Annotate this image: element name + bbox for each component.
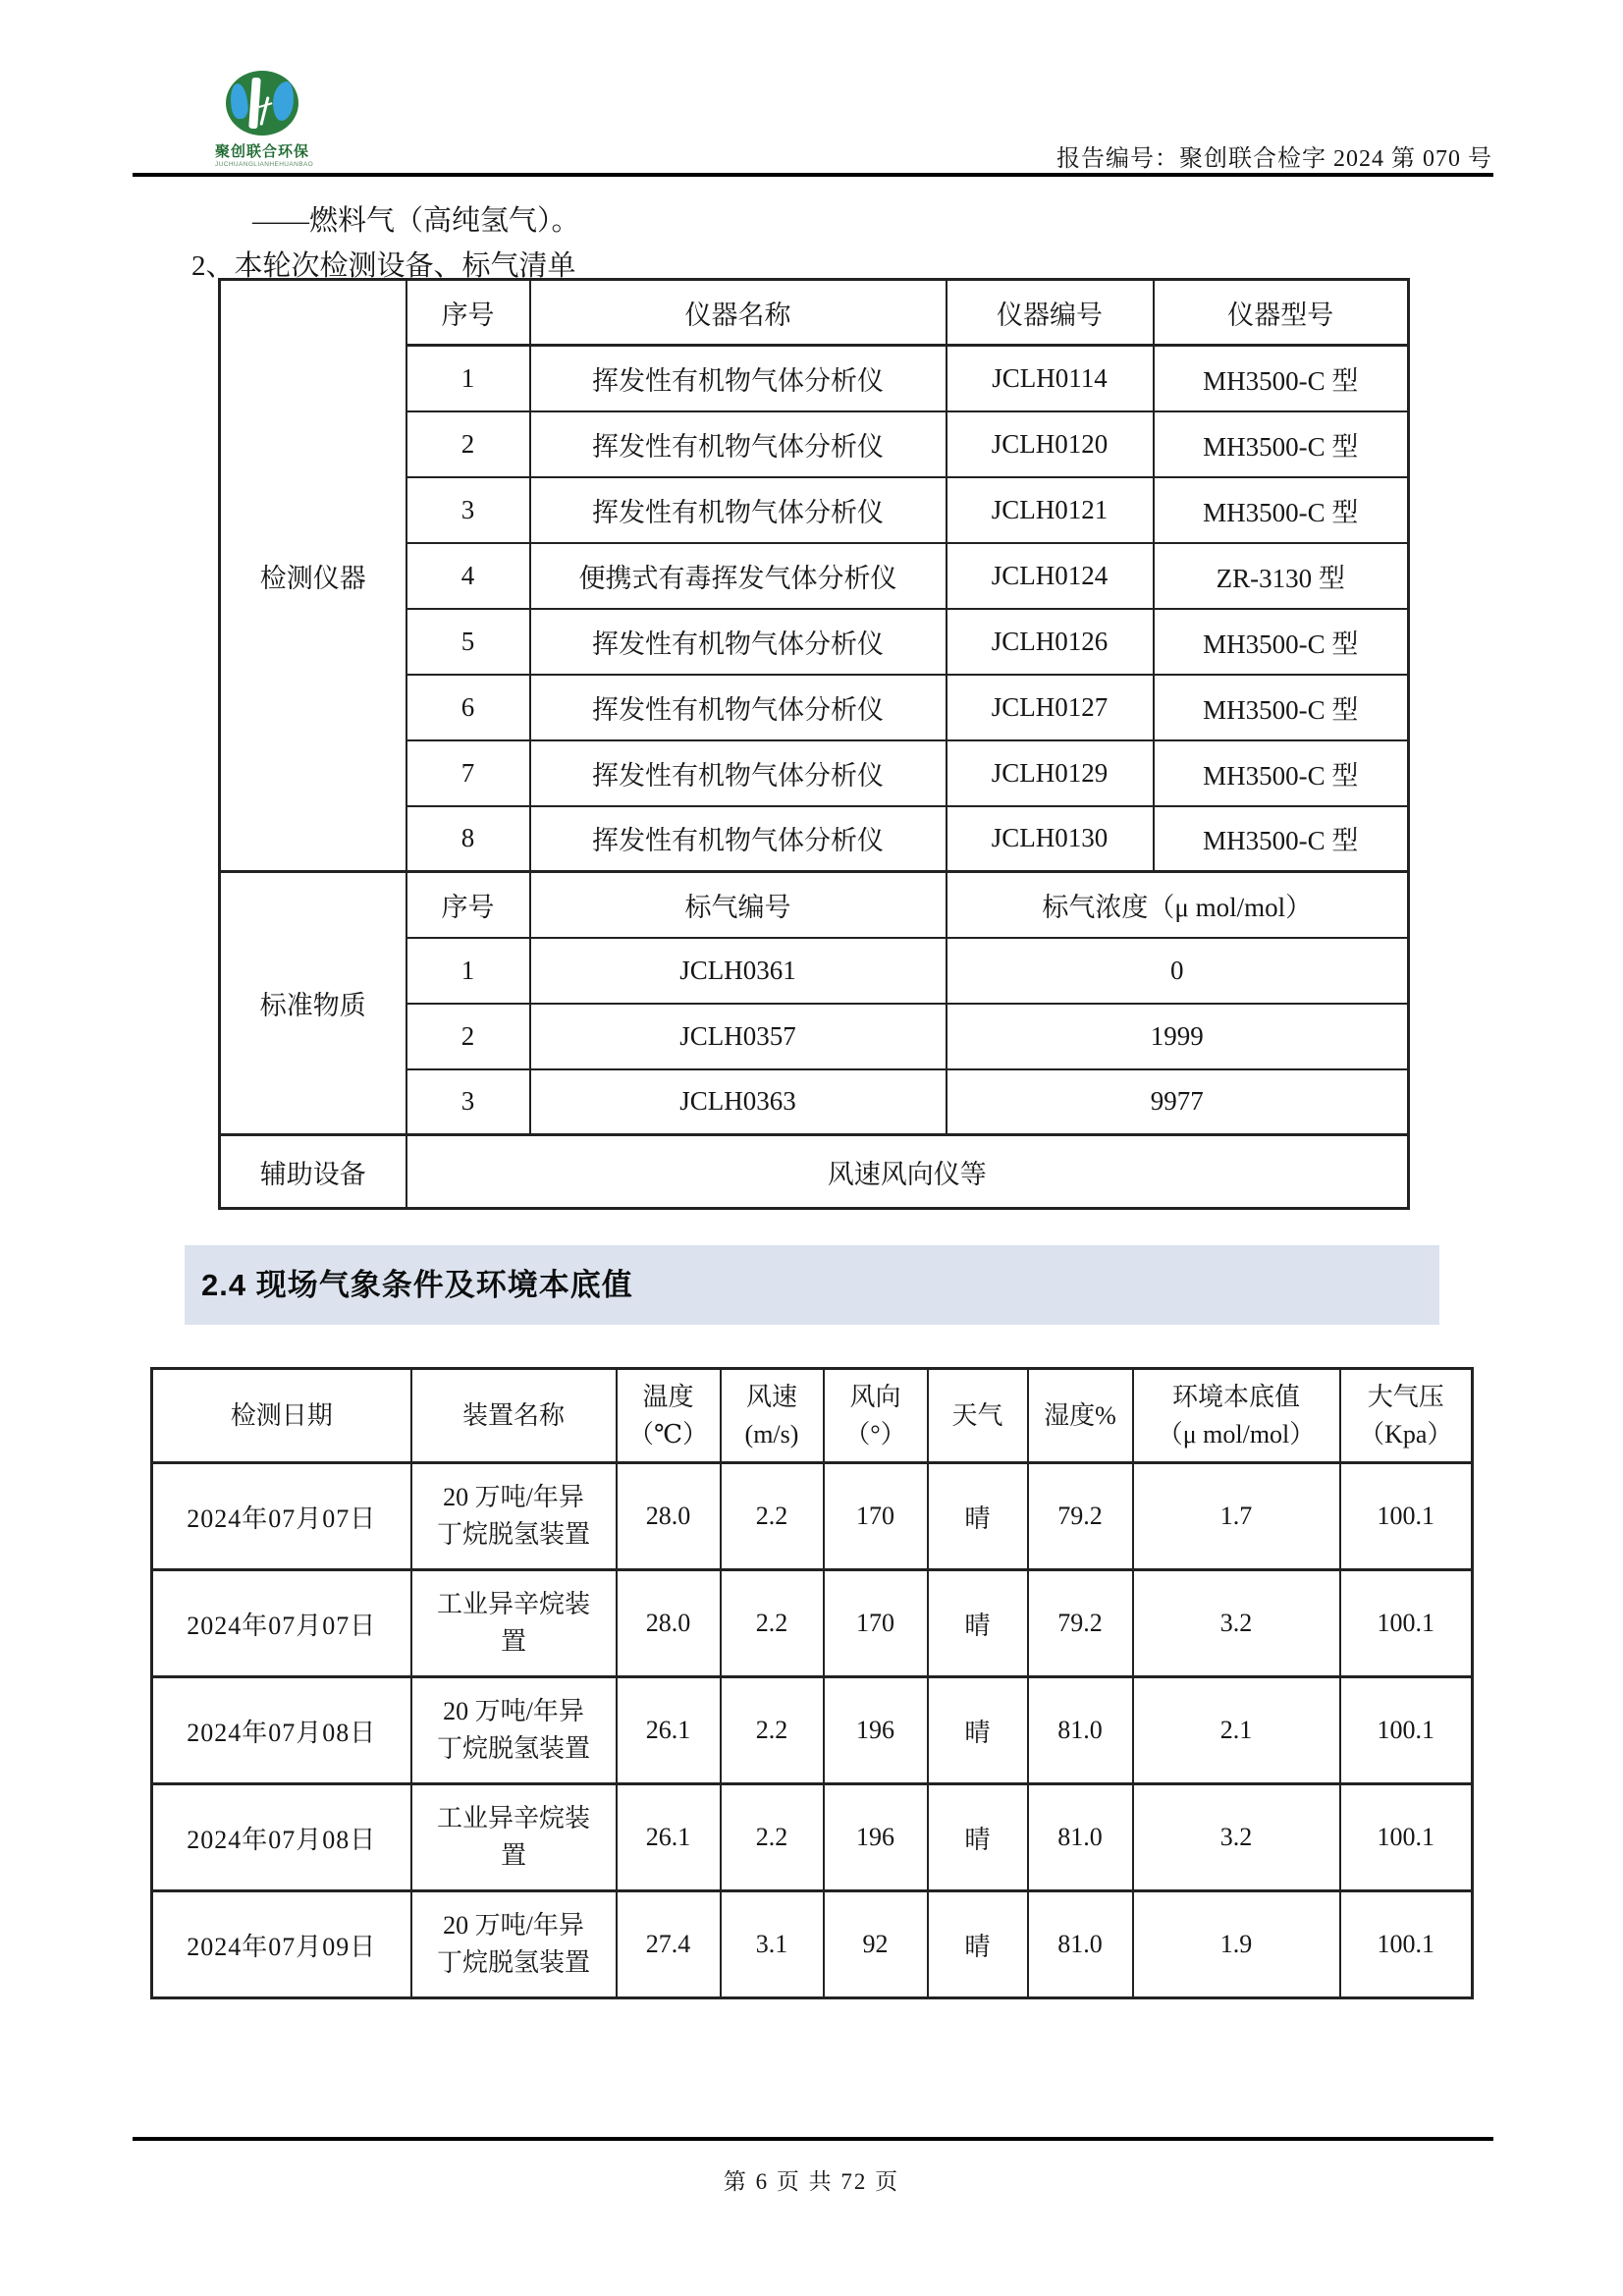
weather-cell-wind-speed: 3.1	[721, 1891, 824, 1998]
weather-cell-device-line: 工业异辛烷装	[436, 1804, 590, 1832]
weather-cell-pressure: 100.1	[1340, 1570, 1473, 1677]
weather-cell-wind-speed: 2.2	[721, 1784, 824, 1891]
weather-row	[152, 1784, 1473, 1891]
instrument-cell: JCLH0129	[947, 740, 1154, 806]
instrument-cell: 2	[406, 411, 530, 477]
weather-row	[152, 1570, 1473, 1677]
weather-cell-device	[411, 1463, 617, 1570]
weather-cell-device-line: 丁烷脱氢装置	[436, 1948, 590, 1977]
equipment-header-row	[220, 280, 1409, 346]
weather-cell-wind-speed: 2.2	[721, 1570, 824, 1677]
instrument-cell: 挥发性有机物气体分析仪	[530, 806, 947, 872]
weather-row	[152, 1677, 1473, 1784]
instrument-cell: JCLH0130	[947, 806, 1154, 872]
logo-leaf-right-icon	[273, 82, 294, 121]
instrument-cell: MH3500-C 型	[1154, 675, 1409, 740]
standard-gas-cell: 9977	[947, 1069, 1409, 1135]
weather-column-header-line: （Kpa）	[1359, 1419, 1453, 1449]
weather-column-header	[1340, 1369, 1473, 1463]
weather-cell-wind-direction: 196	[824, 1677, 928, 1784]
instrument-cell: 5	[406, 609, 530, 675]
equipment-column-header: 仪器型号	[1154, 280, 1409, 346]
weather-cell-device	[411, 1784, 617, 1891]
instrument-cell: MH3500-C 型	[1154, 477, 1409, 543]
weather-cell-pressure: 100.1	[1340, 1891, 1473, 1998]
weather-cell-wind-direction: 170	[824, 1463, 928, 1570]
section-heading-band	[185, 1245, 1439, 1325]
weather-cell-pressure: 100.1	[1340, 1784, 1473, 1891]
weather-cell-device-line: 20 万吨/年异	[443, 1697, 584, 1725]
weather-column-header-line: 风向	[849, 1382, 901, 1411]
instrument-cell: MH3500-C 型	[1154, 346, 1409, 411]
standard-gas-cell: 1	[406, 938, 530, 1004]
weather-cell-weather: 晴	[928, 1677, 1028, 1784]
weather-cell-background-value: 2.1	[1133, 1677, 1340, 1784]
instrument-cell: MH3500-C 型	[1154, 806, 1409, 872]
weather-cell-temperature: 26.1	[617, 1784, 721, 1891]
weather-cell-background-value: 3.2	[1133, 1570, 1340, 1677]
instrument-cell: 挥发性有机物气体分析仪	[530, 477, 947, 543]
instrument-cell: 挥发性有机物气体分析仪	[530, 740, 947, 806]
instrument-cell: 3	[406, 477, 530, 543]
weather-cell-device	[411, 1570, 617, 1677]
instrument-cell: ZR-3130 型	[1154, 543, 1409, 609]
weather-column-header-line: （μ mol/mol）	[1157, 1419, 1316, 1449]
instrument-cell: 8	[406, 806, 530, 872]
report-number: 报告编号：聚创联合检字 2024 第 070 号	[1056, 146, 1492, 172]
weather-column-header-line: 大气压	[1367, 1382, 1444, 1411]
equipment-column-header: 序号	[406, 280, 530, 346]
header-rule	[133, 173, 1493, 177]
standard-gas-cell: JCLH0357	[530, 1004, 947, 1069]
auxiliary-equipment-value: 风速风向仪等	[406, 1135, 1409, 1209]
weather-column-header-line: (m/s)	[744, 1419, 799, 1449]
standard-gas-cell: JCLH0363	[530, 1069, 947, 1135]
standard-gas-column-header: 序号	[406, 872, 530, 938]
weather-column-header-line: （℃）	[627, 1419, 709, 1449]
weather-cell-temperature: 27.4	[617, 1891, 721, 1998]
equipment-column-header: 仪器编号	[947, 280, 1154, 346]
instrument-cell: JCLH0126	[947, 609, 1154, 675]
weather-table	[150, 1367, 1474, 1999]
standard-gas-column-header: 标气浓度（μ mol/mol）	[947, 872, 1409, 938]
weather-cell-wind-direction: 196	[824, 1784, 928, 1891]
instrument-cell: 4	[406, 543, 530, 609]
weather-column-header-line: 温度	[642, 1382, 694, 1411]
standard-gas-group-label: 标准物质	[220, 872, 406, 1135]
instrument-cell: 挥发性有机物气体分析仪	[530, 675, 947, 740]
weather-cell-background-value: 3.2	[1133, 1784, 1340, 1891]
weather-cell-date: 2024年07月09日	[152, 1891, 411, 1998]
weather-cell-device-line: 20 万吨/年异	[443, 1483, 584, 1511]
standard-gas-cell: 2	[406, 1004, 530, 1069]
equipment-list-title: 2、本轮次检测设备、标气清单	[191, 250, 576, 282]
logo	[215, 71, 314, 168]
weather-column-header-line: 天气	[951, 1400, 1003, 1430]
page-footer: 第 6 页 共 72 页	[723, 2169, 900, 2194]
instrument-cell: JCLH0121	[947, 477, 1154, 543]
weather-row	[152, 1891, 1473, 1998]
weather-column-header	[411, 1369, 617, 1463]
instrument-cell: 便携式有毒挥发气体分析仪	[530, 543, 947, 609]
standard-gas-cell: JCLH0361	[530, 938, 947, 1004]
weather-column-header-line: 装置名称	[461, 1400, 565, 1430]
weather-cell-device-line: 工业异辛烷装	[436, 1590, 590, 1618]
auxiliary-equipment-label: 辅助设备	[220, 1135, 406, 1209]
weather-cell-weather: 晴	[928, 1463, 1028, 1570]
instrument-cell: 挥发性有机物气体分析仪	[530, 411, 947, 477]
weather-cell-date: 2024年07月08日	[152, 1784, 411, 1891]
weather-cell-device-line: 置	[500, 1627, 526, 1656]
section-heading: 2.4 现场气象条件及环境本底值	[201, 1268, 633, 1302]
logo-company-name: 聚创联合环保	[215, 143, 310, 160]
weather-column-header-line: 环境本底值	[1171, 1382, 1300, 1411]
weather-cell-device-line: 20 万吨/年异	[443, 1911, 584, 1940]
weather-column-header	[721, 1369, 824, 1463]
standard-gas-cell: 3	[406, 1069, 530, 1135]
weather-cell-humidity: 81.0	[1028, 1677, 1133, 1784]
instrument-cell: 挥发性有机物气体分析仪	[530, 609, 947, 675]
weather-cell-background-value: 1.7	[1133, 1463, 1340, 1570]
auxiliary-equipment-row	[220, 1135, 1409, 1209]
footer-rule	[133, 2137, 1493, 2141]
weather-column-header	[928, 1369, 1028, 1463]
logo-leaf-left-icon	[229, 82, 249, 120]
weather-cell-weather: 晴	[928, 1570, 1028, 1677]
instrument-cell: MH3500-C 型	[1154, 609, 1409, 675]
instrument-cell: JCLH0120	[947, 411, 1154, 477]
weather-cell-device	[411, 1891, 617, 1998]
instrument-cell: 6	[406, 675, 530, 740]
instrument-cell: 挥发性有机物气体分析仪	[530, 346, 947, 411]
weather-cell-wind-speed: 2.2	[721, 1677, 824, 1784]
weather-column-header-line: 风速	[745, 1382, 797, 1411]
instrument-cell: 7	[406, 740, 530, 806]
weather-cell-pressure: 100.1	[1340, 1463, 1473, 1570]
equipment-group-label: 检测仪器	[220, 280, 406, 872]
logo-company-name-en: JUCHUANGLIANHEHUANBAO	[215, 161, 314, 168]
weather-cell-humidity: 81.0	[1028, 1784, 1133, 1891]
instrument-cell: 1	[406, 346, 530, 411]
weather-column-header	[152, 1369, 411, 1463]
weather-column-header	[1133, 1369, 1340, 1463]
weather-cell-device-line: 丁烷脱氢装置	[436, 1520, 590, 1549]
standard-gas-column-header: 标气编号	[530, 872, 947, 938]
weather-cell-weather: 晴	[928, 1784, 1028, 1891]
logo-white-bar-icon	[248, 78, 261, 130]
logo-branch-icon	[259, 96, 269, 126]
instrument-cell: MH3500-C 型	[1154, 411, 1409, 477]
weather-cell-wind-direction: 170	[824, 1570, 928, 1677]
weather-column-header-line: 检测日期	[230, 1400, 333, 1430]
instrument-cell: JCLH0127	[947, 675, 1154, 740]
weather-cell-temperature: 28.0	[617, 1570, 721, 1677]
standard-gas-header-row	[220, 872, 1409, 938]
weather-cell-device	[411, 1677, 617, 1784]
weather-cell-device-line: 置	[500, 1841, 526, 1870]
weather-cell-device-line: 丁烷脱氢装置	[436, 1734, 590, 1763]
equipment-table	[218, 278, 1410, 1210]
weather-column-header	[1028, 1369, 1133, 1463]
weather-cell-wind-speed: 2.2	[721, 1463, 824, 1570]
standard-gas-cell: 0	[947, 938, 1409, 1004]
weather-cell-humidity: 79.2	[1028, 1463, 1133, 1570]
weather-column-header	[617, 1369, 721, 1463]
weather-cell-weather: 晴	[928, 1891, 1028, 1998]
weather-column-header	[824, 1369, 928, 1463]
weather-cell-pressure: 100.1	[1340, 1677, 1473, 1784]
instrument-cell: JCLH0114	[947, 346, 1154, 411]
weather-cell-humidity: 81.0	[1028, 1891, 1133, 1998]
instrument-cell: JCLH0124	[947, 543, 1154, 609]
equipment-column-header: 仪器名称	[530, 280, 947, 346]
weather-cell-date: 2024年07月08日	[152, 1677, 411, 1784]
weather-cell-date: 2024年07月07日	[152, 1570, 411, 1677]
weather-row	[152, 1463, 1473, 1570]
instrument-cell: MH3500-C 型	[1154, 740, 1409, 806]
logo-circle-icon	[226, 71, 298, 136]
weather-column-header-line: （°）	[844, 1419, 906, 1449]
weather-cell-temperature: 26.1	[617, 1677, 721, 1784]
weather-cell-humidity: 79.2	[1028, 1570, 1133, 1677]
weather-cell-date: 2024年07月07日	[152, 1463, 411, 1570]
weather-cell-temperature: 28.0	[617, 1463, 721, 1570]
weather-cell-wind-direction: 92	[824, 1891, 928, 1998]
weather-column-header-line: 湿度%	[1044, 1400, 1116, 1430]
weather-cell-background-value: 1.9	[1133, 1891, 1340, 1998]
weather-header-row	[152, 1369, 1473, 1463]
intro-fuel-gas-line: ——燃料气（高纯氢气）。	[252, 205, 580, 237]
standard-gas-cell: 1999	[947, 1004, 1409, 1069]
